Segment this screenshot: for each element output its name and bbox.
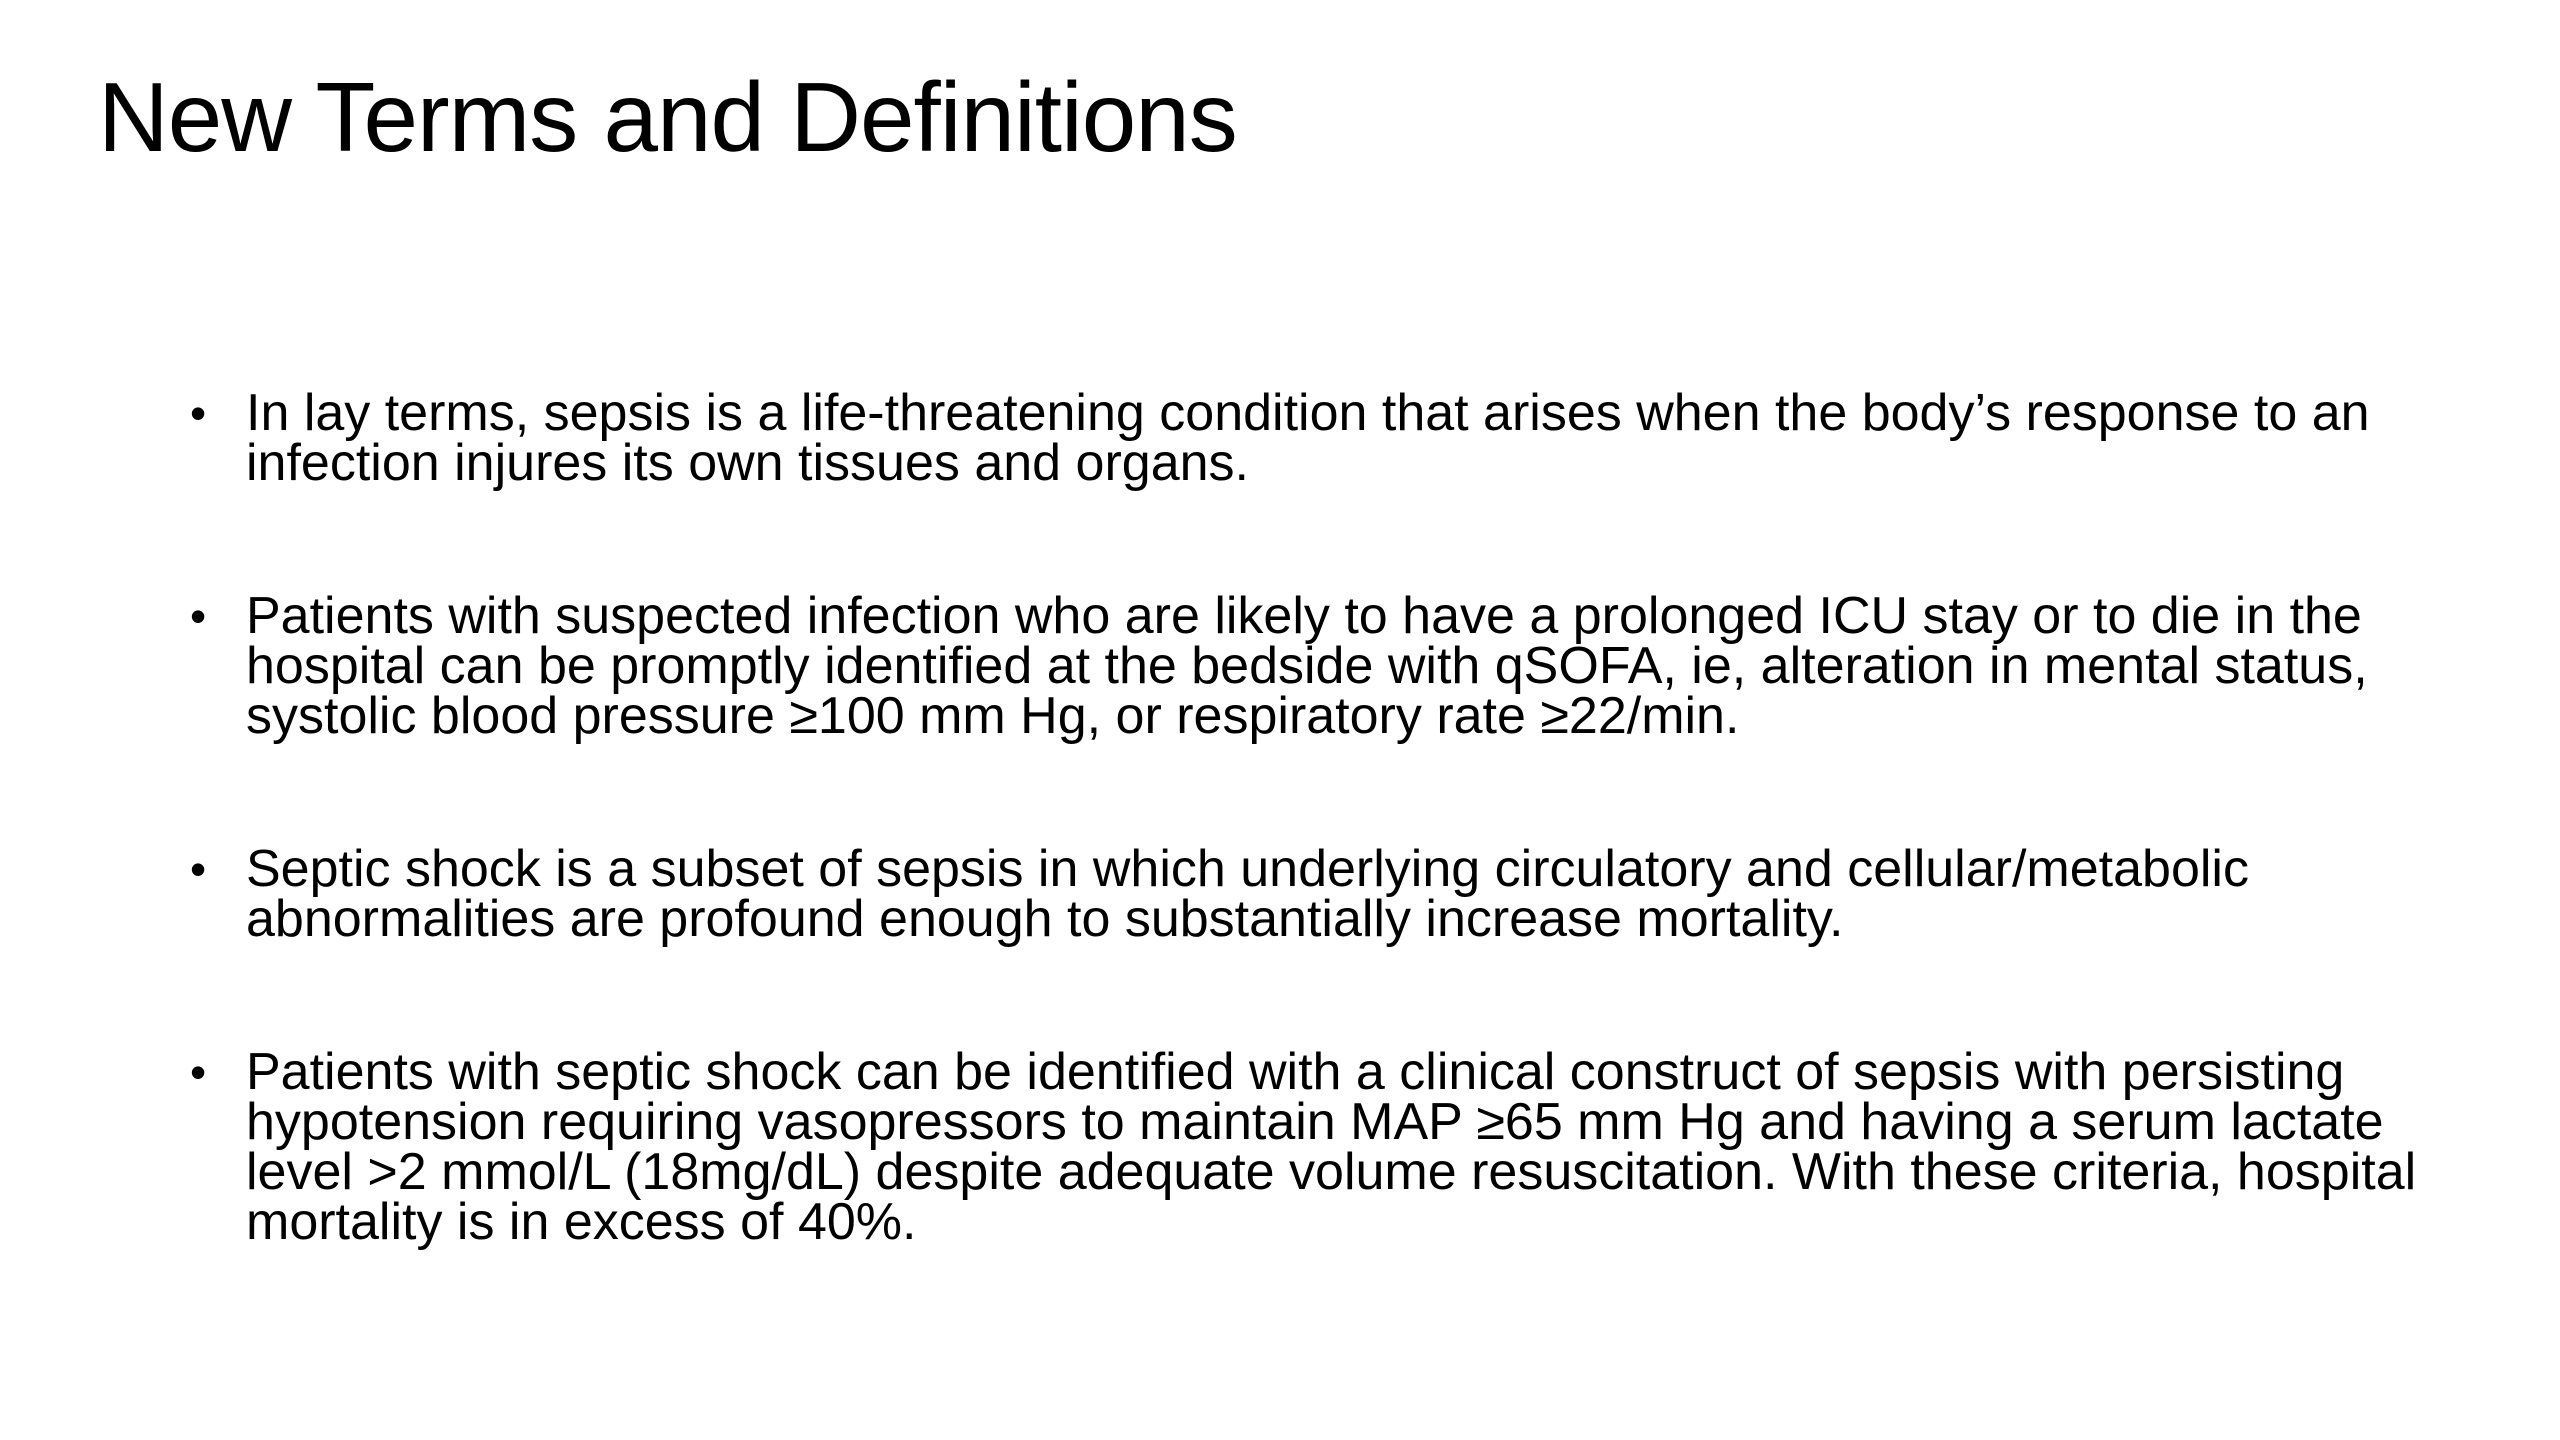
bullet-list bbox=[190, 384, 2440, 1251]
bullet-dot-icon: • bbox=[190, 590, 207, 642]
bullet-text: Patients with suspected infection who are likely to have a prolonged ICU stay or to die in the hospital can be promptly identified at the bedside with qSOFA, ie, alteration in mental status, systolic blood pressure ≥100 mm Hg, or respiratory rate ≥22/min. bbox=[246, 587, 2368, 745]
bullet-item-septic-shock-definition bbox=[190, 840, 2440, 948]
bullet-item-qsofa bbox=[190, 587, 2440, 745]
bullet-dot-icon: • bbox=[190, 387, 207, 439]
bullet-item-sepsis-lay-terms bbox=[190, 384, 2440, 492]
bullet-dot-icon: • bbox=[190, 843, 207, 895]
bullet-dot-icon: • bbox=[190, 1046, 207, 1098]
bullet-item-septic-shock-criteria bbox=[190, 1043, 2440, 1251]
bullet-text: Patients with septic shock can be identified with a clinical construct of sepsis with persisting hypotension requiring vasopressors to maintain MAP ≥65 mm Hg and having a serum lactate level >2 mmol/L (18mg/dL) despite adequate volume resuscitation. With these criteria, hospital mortality is in excess of 40%. bbox=[246, 1043, 2417, 1251]
bullet-text: Septic shock is a subset of sepsis in which underlying circulatory and cellular/metabolic abnormalities are profound enough to substantially increase mortality. bbox=[246, 840, 2249, 948]
slide-title: New Terms and Definitions bbox=[98, 62, 1237, 172]
bullet-text: In lay terms, sepsis is a life-threatening condition that arises when the body’s response to an infection injures its own tissues and organs. bbox=[246, 384, 2370, 492]
